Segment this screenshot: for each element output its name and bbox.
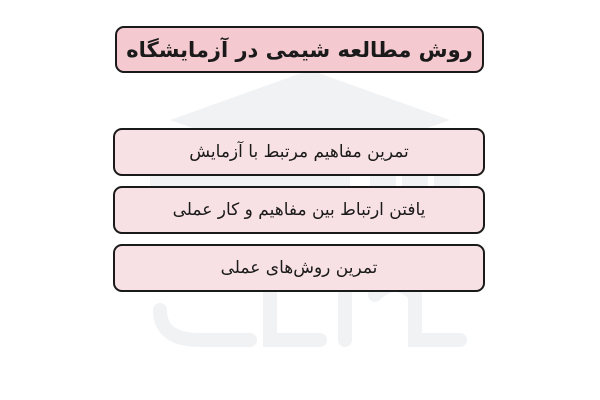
diagram-title: روش مطالعه شیمی در آزمایشگاه [126,37,473,62]
diagram-title-box [115,26,484,73]
diagram-item-label: تمرین روش‌های عملی [220,258,378,278]
diagram-item-label: یافتن ارتباط بین مفاهیم و کار عملی [172,200,426,220]
diagram-item-label: تمرین مفاهیم مرتبط با آزمایش [189,142,409,162]
diagram-item-box [113,186,485,234]
diagram-item-box [113,128,485,176]
diagram-item-box [113,244,485,292]
